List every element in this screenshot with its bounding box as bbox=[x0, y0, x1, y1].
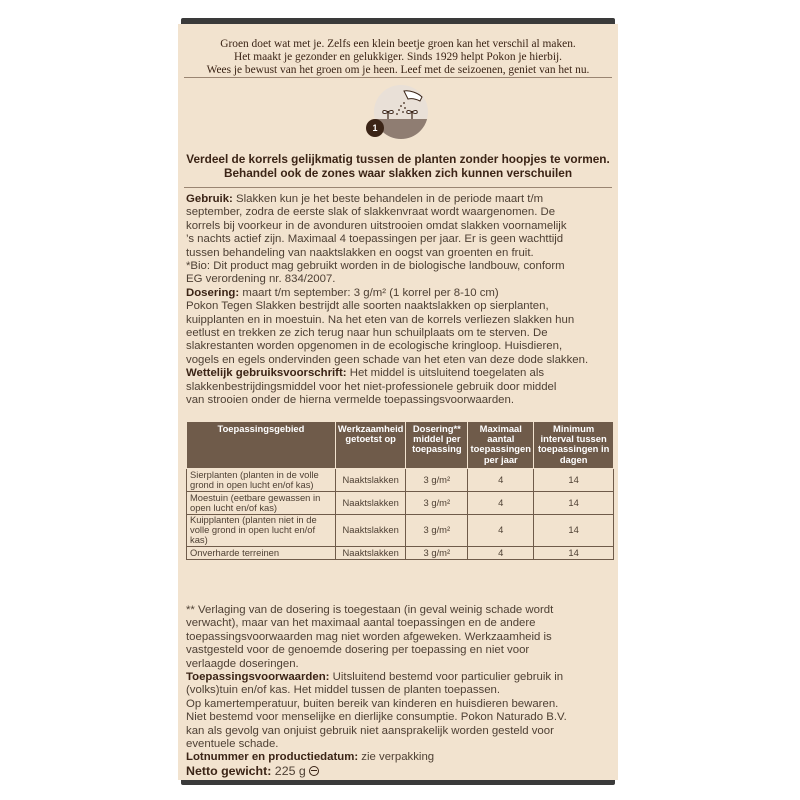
conditions-line: Niet bestemd voor menselijke en dierlijke consumptie. Pokon Naturado B.V. bbox=[186, 711, 567, 724]
intro-text bbox=[178, 38, 618, 76]
footnote-line: verlaagde doseringen. bbox=[186, 657, 299, 670]
divider bbox=[184, 187, 612, 188]
conditions-line: (volks)tuin en/of kas. Het middel tussen de planten toepassen. bbox=[186, 684, 501, 697]
dosage-label: Dosering: bbox=[186, 286, 240, 299]
table-cell: Naaktslakken bbox=[335, 492, 405, 515]
estimated-e-mark-icon bbox=[309, 766, 319, 776]
table-cell: 3 g/m² bbox=[406, 469, 468, 492]
table-header: Dosering** middel per toepassing bbox=[406, 422, 468, 469]
headline-line: Verdeel de korrels gelijkmatig tussen de planten zonder hoopjes te vormen. bbox=[186, 152, 610, 166]
table-cell-area: Sierplanten (planten in de volle grond in open lucht en/of kas) bbox=[187, 469, 336, 492]
description-line: kuipplanten en in moestuin. Na het eten van de korrels verliezen slakken hun bbox=[186, 313, 575, 326]
bio-line: *Bio: Dit product mag gebruikt worden in de biologische landbouw, conform bbox=[186, 260, 565, 273]
description-line: eetlust en trekken ze zich terug naar hun schuilplaats om te sterven. De bbox=[186, 327, 548, 340]
footnote-line: vastgesteld voor de genoemde dosering per toepassing en niet voor bbox=[186, 644, 530, 657]
net-weight-line bbox=[186, 765, 612, 778]
legal-label: Wettelijk gebruiksvoorschrift: bbox=[186, 367, 347, 380]
usage-line: Gebruik: Slakken kun je het beste behandelen in de periode maart t/m bbox=[186, 193, 544, 205]
table-header: Maximaal aantal toepassingen per jaar bbox=[468, 422, 534, 469]
conditions-label: Toepassingsvoorwaarden: bbox=[186, 671, 330, 684]
table-cell: 4 bbox=[468, 515, 534, 547]
conditions-line: Toepassingsvoorwaarden: Uitsluitend bestemd voor particulier gebruik in bbox=[186, 671, 564, 684]
net-weight-value: 225 g bbox=[271, 763, 306, 778]
table-cell: 4 bbox=[468, 469, 534, 492]
step-number-badge: 1 bbox=[366, 119, 384, 137]
table-cell: Naaktslakken bbox=[335, 546, 405, 559]
table-row bbox=[187, 469, 614, 492]
table-cell-area: Onverharde terreinen bbox=[187, 546, 336, 559]
table-row bbox=[187, 515, 614, 547]
conditions-line: eventuele schade. bbox=[186, 738, 279, 751]
table-header: Minimum interval tussen toepassingen in dagen bbox=[534, 422, 614, 469]
bio-line: EG verordening nr. 834/2007. bbox=[186, 273, 336, 286]
table-cell: 3 g/m² bbox=[406, 492, 468, 515]
legal-line: slakkenbestrijdingsmiddel voor het niet-professionele gebruik door middel bbox=[186, 380, 557, 393]
footnote-line: verwacht), maar van het maximaal aantal toepassingen en de andere bbox=[186, 617, 536, 630]
usage-label: Gebruik: bbox=[186, 193, 233, 205]
table-cell: Naaktslakken bbox=[335, 469, 405, 492]
usage-line: ’s nachts actief zijn. Maximaal 4 toepassingen per jaar. Er is geen wachttijd bbox=[186, 233, 564, 246]
package-back-panel bbox=[178, 24, 618, 780]
table-header-row bbox=[187, 422, 614, 469]
footnote-line: toepassingsvoorwaarden mag niet worden afgeweken. Werkzaamheid is bbox=[186, 630, 552, 643]
instruction-headline bbox=[178, 152, 618, 180]
table-cell: 14 bbox=[534, 515, 614, 547]
intro-line: Wees je bewust van het groen om je heen. Leef met de seizoenen, geniet van het nu. bbox=[206, 63, 590, 76]
application-table bbox=[186, 421, 614, 560]
table-cell: 14 bbox=[534, 492, 614, 515]
table-cell-area: Moestuin (eetbare gewassen in open lucht en/of kas) bbox=[187, 492, 336, 515]
usage-line: tussen behandeling van naaktslakken en oogst van groenten en fruit. bbox=[186, 246, 534, 259]
conditions-section bbox=[186, 604, 612, 778]
usage-line: korrels bij voorkeur in de avonduren uitstrooien omdat slakken voornamelijk bbox=[186, 219, 567, 232]
table-row bbox=[187, 546, 614, 559]
conditions-line: Op kamertemperatuur, buiten bereik van kinderen en huisdieren bewaren. bbox=[186, 697, 559, 710]
table-row bbox=[187, 492, 614, 515]
intro-line: Groen doet wat met je. Zelfs een klein beetje groen kan het verschil al maken. bbox=[220, 38, 576, 50]
intro-line: Het maakt je gezonder en gelukkiger. Sinds 1929 helpt Pokon je hierbij. bbox=[233, 50, 563, 63]
table-cell: 3 g/m² bbox=[406, 546, 468, 559]
conditions-line: kan als gevolg van onjuist gebruik niet aansprakelijk worden gesteld voor bbox=[186, 724, 554, 737]
description-line: slakrestanten worden opgenomen in de ecologische kringloop. Huisdieren, bbox=[186, 340, 563, 353]
headline-line: Behandel ook de zones waar slakken zich kunnen verschuilen bbox=[223, 166, 573, 180]
legal-line: van strooien onder de hierna vermelde toepassingsvoorwaarden. bbox=[186, 394, 514, 407]
table-cell: 3 g/m² bbox=[406, 515, 468, 547]
footnote-line: ** Verlaging van de dosering is toegestaan (in geval weinig schade wordt bbox=[186, 604, 554, 616]
table-cell-area: Kuipplanten (planten niet in de volle grond in open lucht en/of kas) bbox=[187, 515, 336, 547]
lot-label: Lotnummer en productiedatum: bbox=[186, 751, 359, 764]
table-cell: 4 bbox=[468, 546, 534, 559]
usage-line: september, zodra de eerste slak of slakkenvraat wordt waargenomen. De bbox=[186, 206, 556, 219]
description-line: Pokon Tegen Slakken bestrijdt alle soorten naaktslakken op sierplanten, bbox=[186, 300, 549, 313]
table-cell: 4 bbox=[468, 492, 534, 515]
table-header: Werkzaamheid getoetst op bbox=[335, 422, 405, 469]
table-cell: 14 bbox=[534, 546, 614, 559]
lot-line: Lotnummer en productiedatum: zie verpakking bbox=[186, 751, 435, 764]
table-cell: Naaktslakken bbox=[335, 515, 405, 547]
legal-line: Wettelijk gebruiksvoorschrift: Het middel is uitsluitend toegelaten als bbox=[186, 367, 545, 380]
table-header: Toepassingsgebied bbox=[187, 422, 336, 469]
net-weight-label: Netto gewicht: bbox=[186, 763, 272, 778]
usage-section bbox=[186, 193, 612, 408]
table-cell: 14 bbox=[534, 469, 614, 492]
divider bbox=[184, 77, 612, 78]
dosage-line: Dosering: maart t/m september: 3 g/m² (1 korrel per 8-10 cm) bbox=[186, 286, 499, 299]
description-line: vogels en egels ondervinden geen schade van het eten van deze dode slakken. bbox=[186, 353, 589, 366]
